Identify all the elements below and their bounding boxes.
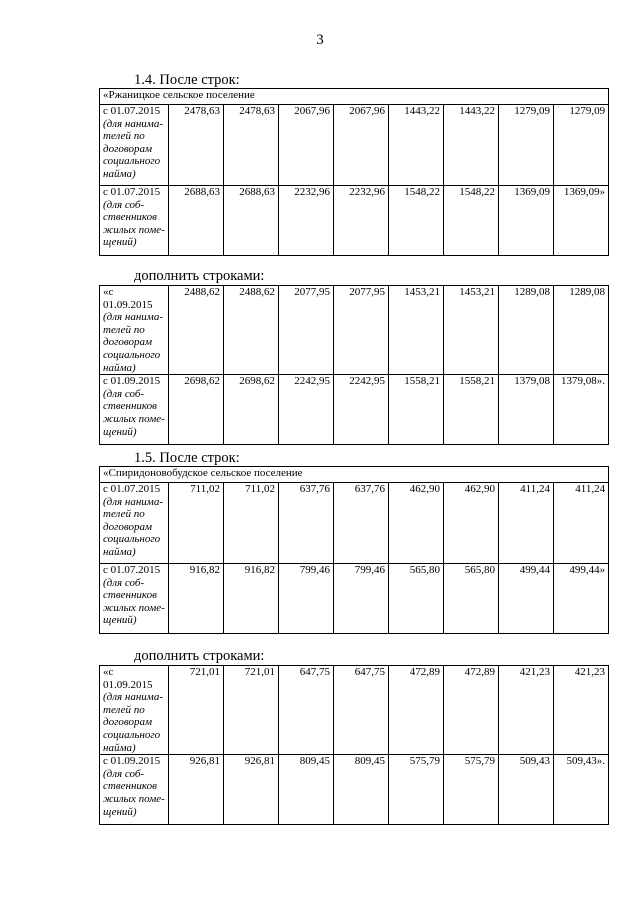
value-cell: 1548,22 bbox=[389, 186, 444, 256]
value-cell: 1379,08 bbox=[499, 375, 554, 445]
value-cell: 462,90 bbox=[389, 483, 444, 564]
value-cell: 2067,96 bbox=[279, 105, 334, 186]
settlement-title: «Ржаницкое сельское поселение bbox=[100, 89, 609, 105]
tariff-table-rzhanitskoe-old bbox=[99, 88, 609, 256]
period-note: (для соб-ственников жилых поме-щений) bbox=[103, 387, 165, 438]
section-heading-append-1: дополнить строками: bbox=[134, 268, 265, 284]
value-cell: 711,02 bbox=[224, 483, 279, 564]
value-cell: 1369,09» bbox=[554, 186, 609, 256]
value-cell: 565,80 bbox=[389, 564, 444, 634]
value-cell: 799,46 bbox=[279, 564, 334, 634]
value-cell: 1548,22 bbox=[444, 186, 499, 256]
period-date: с 01.07.2015 bbox=[103, 186, 161, 198]
value-cell: 1453,21 bbox=[444, 286, 499, 375]
period-cell bbox=[100, 564, 169, 634]
table-row bbox=[100, 564, 609, 634]
value-cell: 421,23 bbox=[554, 666, 609, 755]
value-cell: 2488,62 bbox=[169, 286, 224, 375]
value-cell: 2077,95 bbox=[334, 286, 389, 375]
value-cell: 411,24 bbox=[499, 483, 554, 564]
value-cell: 809,45 bbox=[279, 755, 334, 825]
table-row bbox=[100, 286, 609, 375]
period-note: (для нанима-телей по договорам социального найма) bbox=[103, 117, 163, 180]
value-cell: 509,43 bbox=[499, 755, 554, 825]
value-cell: 421,23 bbox=[499, 666, 554, 755]
table-row bbox=[100, 375, 609, 445]
value-cell: 2077,95 bbox=[279, 286, 334, 375]
value-cell: 2232,96 bbox=[279, 186, 334, 256]
tariff-table-spiridonovobudskoe-new bbox=[99, 665, 609, 825]
value-cell: 2478,63 bbox=[224, 105, 279, 186]
value-cell: 2242,95 bbox=[334, 375, 389, 445]
period-cell bbox=[100, 375, 169, 445]
period-date: с 01.07.2015 bbox=[103, 105, 161, 117]
value-cell: 2688,63 bbox=[169, 186, 224, 256]
period-cell bbox=[100, 286, 169, 375]
value-cell: 799,46 bbox=[334, 564, 389, 634]
value-cell: 1289,08 bbox=[499, 286, 554, 375]
period-date: с 01.07.2015 bbox=[103, 564, 161, 576]
value-cell: 1443,22 bbox=[444, 105, 499, 186]
value-cell: 1369,09 bbox=[499, 186, 554, 256]
value-cell: 721,01 bbox=[224, 666, 279, 755]
value-cell: 2688,63 bbox=[224, 186, 279, 256]
value-cell: 1453,21 bbox=[389, 286, 444, 375]
value-cell: 499,44» bbox=[554, 564, 609, 634]
period-note: (для соб-ственников жилых поме-щений) bbox=[103, 198, 165, 249]
value-cell: 711,02 bbox=[169, 483, 224, 564]
value-cell: 1379,08». bbox=[554, 375, 609, 445]
value-cell: 565,80 bbox=[444, 564, 499, 634]
value-cell: 462,90 bbox=[444, 483, 499, 564]
period-cell bbox=[100, 755, 169, 825]
value-cell: 637,76 bbox=[334, 483, 389, 564]
value-cell: 2698,62 bbox=[224, 375, 279, 445]
value-cell: 926,81 bbox=[169, 755, 224, 825]
table-row bbox=[100, 483, 609, 564]
value-cell: 472,89 bbox=[389, 666, 444, 755]
value-cell: 499,44 bbox=[499, 564, 554, 634]
value-cell: 1558,21 bbox=[389, 375, 444, 445]
value-cell: 2698,62 bbox=[169, 375, 224, 445]
value-cell: 575,79 bbox=[389, 755, 444, 825]
value-cell: 1289,08 bbox=[554, 286, 609, 375]
value-cell: 509,43». bbox=[554, 755, 609, 825]
table-row bbox=[100, 186, 609, 256]
period-cell bbox=[100, 186, 169, 256]
table-row bbox=[100, 105, 609, 186]
period-note: (для нанима-телей по договорам социального найма) bbox=[103, 691, 163, 754]
tariff-table-rzhanitskoe-new bbox=[99, 285, 609, 445]
value-cell: 2067,96 bbox=[334, 105, 389, 186]
value-cell: 472,89 bbox=[444, 666, 499, 755]
period-date: с 01.09.2015 bbox=[103, 755, 161, 768]
value-cell: 1558,21 bbox=[444, 375, 499, 445]
value-cell: 575,79 bbox=[444, 755, 499, 825]
page-number: 3 bbox=[316, 32, 324, 48]
period-date: «с 01.09.2015 bbox=[103, 666, 153, 691]
tariff-table-spiridonovobudskoe-old bbox=[99, 466, 609, 634]
value-cell: 916,82 bbox=[169, 564, 224, 634]
period-note: (для соб-ственников жилых поме-щений) bbox=[103, 576, 165, 627]
period-note: (для нанима-телей по договорам социального найма) bbox=[103, 311, 163, 374]
value-cell: 647,75 bbox=[334, 666, 389, 755]
value-cell: 637,76 bbox=[279, 483, 334, 564]
value-cell: 926,81 bbox=[224, 755, 279, 825]
value-cell: 1279,09 bbox=[554, 105, 609, 186]
period-cell bbox=[100, 483, 169, 564]
period-date: «с 01.09.2015 bbox=[103, 286, 153, 311]
value-cell: 809,45 bbox=[334, 755, 389, 825]
value-cell: 411,24 bbox=[554, 483, 609, 564]
section-heading-1-4: 1.4. После строк: bbox=[134, 72, 240, 88]
period-cell bbox=[100, 666, 169, 755]
value-cell: 1279,09 bbox=[499, 105, 554, 186]
period-date: с 01.09.2015 bbox=[103, 375, 161, 388]
value-cell: 2478,63 bbox=[169, 105, 224, 186]
section-heading-append-2: дополнить строками: bbox=[134, 648, 265, 664]
period-cell bbox=[100, 105, 169, 186]
value-cell: 2242,95 bbox=[279, 375, 334, 445]
value-cell: 647,75 bbox=[279, 666, 334, 755]
settlement-title: «Спиридоновобудское сельское поселение bbox=[100, 467, 609, 483]
value-cell: 721,01 bbox=[169, 666, 224, 755]
table-row bbox=[100, 666, 609, 755]
period-note: (для нанима-телей по договорам социального найма) bbox=[103, 495, 163, 558]
value-cell: 916,82 bbox=[224, 564, 279, 634]
period-note: (для соб-ственников жилых поме-щений) bbox=[103, 767, 165, 818]
value-cell: 2488,62 bbox=[224, 286, 279, 375]
table-row bbox=[100, 755, 609, 825]
period-date: с 01.07.2015 bbox=[103, 483, 161, 495]
value-cell: 1443,22 bbox=[389, 105, 444, 186]
section-heading-1-5: 1.5. После строк: bbox=[134, 450, 240, 466]
value-cell: 2232,96 bbox=[334, 186, 389, 256]
